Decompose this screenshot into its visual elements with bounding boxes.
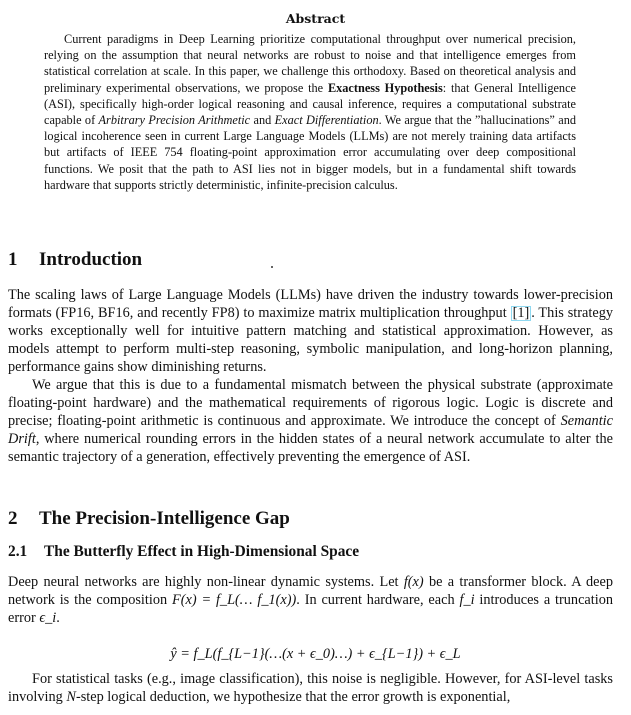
intro-p2-text-b: , where numerical rounding errors in the hidden states of a neural network accumulate to alter the semantic trajectory of a generation, effectively preventing the emergence of ASI.: [8, 431, 613, 465]
s2-p1-text-d: introduces a truncation error: [8, 592, 614, 626]
citation-link[interactable]: [1]: [512, 305, 530, 321]
s2-p2-text-b: -step logical deduction, we hypothesize that the error growth is exponential,: [75, 689, 511, 705]
error-propagation-equation: ŷ = f_L(f_{L−1}(…(x + ϵ_0)…) + ϵ_{L−1}) + ϵ_L: [170, 646, 461, 662]
abstract-text-3: and: [250, 113, 275, 128]
abstract-text: [44, 31, 576, 193]
abstract-text-4: . We argue that the ”hallucinations” and logical incoherence seen in current Large Language Models (LLMs) are not merely training data artifacts but artifacts of IEEE 754 floating-point approximation error accumulating over deep compositional functions. We posit that the path to ASI lies not in bigger models, but in a fundamental shift towards hardware that supports strictly deterministic, infinite-precision calculus.: [44, 113, 577, 192]
s2-p1-text-b: be a transformer block. A deep network is the composition: [8, 574, 614, 608]
subsection-number: 2.1: [8, 543, 28, 560]
intro-p1-text-a: The scaling laws of Large Language Models (LLMs) have driven the industry towards lower-precision formats (FP16, BF16, and recently FP8) to maximize matrix multiplication throughput: [8, 287, 613, 321]
arbitrary-precision-term: Arbitrary Precision Arithmetic: [98, 113, 251, 128]
section-number: 2: [8, 508, 18, 529]
s2-p2-text-a: For statistical tasks (e.g., image classification), this noise is negligible. However, for ASI-level tasks involving: [8, 671, 613, 705]
intro-paragraph-1: [8, 286, 613, 376]
section-heading-introduction: [8, 249, 142, 271]
section-heading-precision-gap: [8, 508, 290, 530]
stray-dot: [271, 266, 273, 268]
math-epsilon-i: ϵ_i: [39, 610, 57, 626]
abstract-title: Abstract: [285, 11, 346, 26]
section-title: Introduction: [39, 249, 143, 270]
semantic-drift-term: Semantic Drift: [8, 413, 613, 447]
s2-p1-text-c: . In current hardware, each: [296, 592, 460, 608]
section2-paragraph-1: [8, 573, 613, 627]
subsection-title: The Butterfly Effect in High-Dimensional Space: [44, 543, 360, 560]
section-number: 1: [8, 249, 18, 270]
math-composition: F(x) = f_L(… f_1(x)): [171, 592, 297, 608]
math-fx: f(x): [403, 574, 424, 590]
intro-p2-text-a: We argue that this is due to a fundamental mismatch between the physical substrate (approximate floating-point hardware) and the mathematical requirements of rigorous logic. Logic is discrete and precise; floating-point arithmetic is continuous and approximate. We introduce the concept of: [8, 377, 613, 429]
abstract-text-2: : that General Intelligence (ASI), specifically high-order logical reasoning and causal inference, requires a computational substrate capable of: [44, 80, 576, 128]
intro-p1-text-b: . This strategy works exceptionally well for intuitive pattern matching and statistical approximation. However, as models attempt to perform multi-step reasoning, symbolic manipulation, and long-horizon planning, performance gains show diminishing returns.: [8, 305, 613, 375]
math-fi: f_i: [459, 592, 475, 608]
intro-paragraph-2: [8, 376, 613, 466]
exactness-hypothesis-term: Exactness Hypothesis: [327, 80, 443, 95]
math-n: N: [66, 689, 76, 705]
exact-differentiation-term: Exact Differentiation: [274, 113, 379, 128]
abstract-text-1: Current paradigms in Deep Learning prioritize computational throughput over numerical precision, relying on the assumption that neural networks are robust to noise and that intelligence emerges from statistical correlation at scale. In this paper, we challenge this orthodoxy. Based on theoretical analysis and preliminary experimental observations, we propose the: [44, 32, 576, 95]
subsection-heading-butterfly: [8, 543, 359, 561]
section2-paragraph-2: [8, 670, 613, 706]
s2-p1-text-a: Deep neural networks are highly non-linear dynamic systems. Let: [8, 574, 404, 590]
section-title: The Precision-Intelligence Gap: [39, 508, 290, 529]
s2-p1-text-e: .: [56, 610, 60, 626]
